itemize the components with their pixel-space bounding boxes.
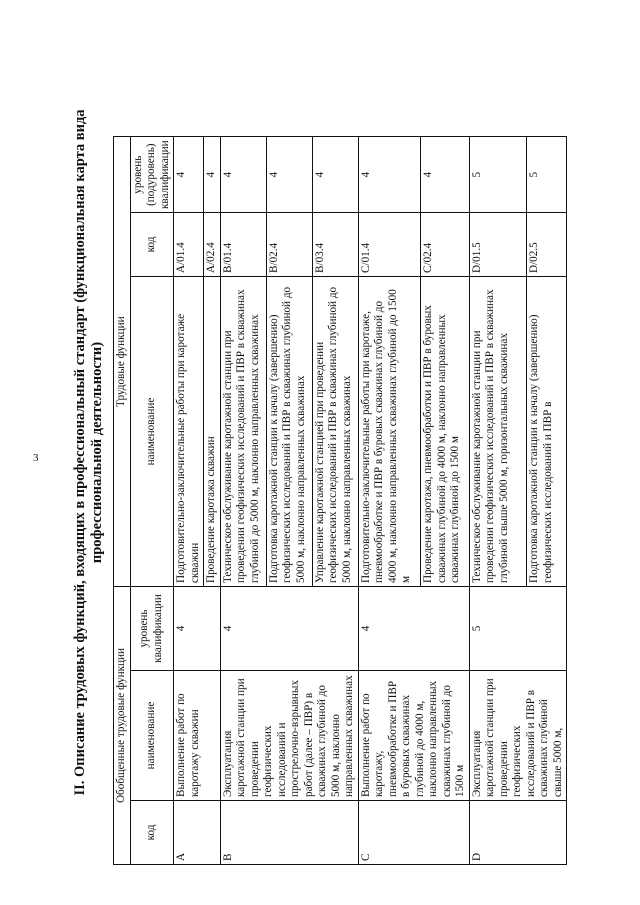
tf-code-column-header: код: [130, 213, 174, 277]
function-name: Подготовительно-заключительные работы при каротаже, пневмообработке и ПВР в буровых скважинах глубиной до 4000 м, наклонно направленных скважинах глубиной до 1500 м: [358, 277, 421, 587]
function-code: B/01.4: [220, 213, 266, 277]
function-name: Проведение каротажа скважин: [204, 277, 221, 587]
function-name: Управление каротажной станцией при проведении геофизических исследований и ПВР в скважинах глубиной до 5000 м, наклонно направленных скважинах: [312, 277, 358, 587]
group-name: Эксплуатация каротажной станции при проведении геофизических исследований и прострелочно-взрывных работ (далее – ПВР) в скважинах глубиной до 5000 м, наклонно направленных скважинах: [220, 671, 358, 801]
section-title: II. Описание трудовых функций, входящих в профессиональный стандарт (функциональная карта вида: [72, 109, 88, 796]
table-row: [174, 137, 204, 865]
group-level: 4: [174, 587, 221, 671]
function-name: Техническое обслуживание каротажной станции при проведении геофизических исследований и ПВР в скважинах глубиной свыше 5000 м, горизонтальных скважинах: [469, 277, 527, 587]
table-row: [469, 137, 527, 865]
function-level: 4: [312, 137, 358, 213]
function-name: Проведение каротажа, пневмообработки и ПВР в буровых скважинах глубиной до 4000 м, наклонно направленных скважинах глубиной до 1500 м: [421, 277, 469, 587]
function-name: Подготовка каротажной станции к началу (завершению) геофизических исследований и ПВР в скважинах глубиной до 5000 м, наклонно направленных скважинах: [266, 277, 312, 587]
function-code: C/01.4: [358, 213, 421, 277]
code-column-header: код: [130, 801, 174, 865]
function-code: D/02.5: [527, 213, 567, 277]
group-code: C: [358, 801, 469, 865]
tf-name-column-header: наименование: [130, 277, 174, 587]
group-level: 4: [358, 587, 469, 671]
name-column-header: наименование: [130, 671, 174, 801]
function-code: D/01.5: [469, 213, 527, 277]
group-code: A: [174, 801, 221, 865]
function-level: 4: [220, 137, 266, 213]
function-level: 4: [358, 137, 421, 213]
table-row: [220, 137, 266, 865]
section-title-continued: профессиональной деятельности): [89, 341, 105, 564]
group-name: Выполнение работ по каротажу, пневмообработке и ПВР в буровых скважинах глубиной до 4000 м, наклонно направленных скважинах глубиной до 1500 м: [358, 671, 469, 801]
function-code: A/01.4: [174, 213, 204, 277]
function-level: 4: [421, 137, 469, 213]
group-level: 4: [220, 587, 358, 671]
table-row: [358, 137, 421, 865]
function-code: C/02.4: [421, 213, 469, 277]
labor-functions-header: Трудовые функции: [114, 137, 131, 587]
level-column-header: уровень квалификации: [130, 587, 174, 671]
sublevel-column-header: уровень (подуровень) квалификации: [130, 137, 174, 213]
function-level: 4: [204, 137, 221, 213]
function-level: 4: [174, 137, 204, 213]
group-code: D: [469, 801, 567, 865]
page-number: 3: [33, 452, 39, 464]
group-name: Выполнение работ по каротажу скважин: [174, 671, 221, 801]
function-name: Подготовка каротажной станции к началу (завершению) геофизических исследований и ПВР в: [527, 277, 567, 587]
table-subheader-row: [130, 137, 174, 865]
function-level: 5: [527, 137, 567, 213]
function-level: 5: [469, 137, 527, 213]
labor-functions-table: [113, 136, 567, 865]
function-name: Подготовительно-заключительные работы при каротаже скважин: [174, 277, 204, 587]
table-header-row: [114, 137, 131, 865]
function-code: A/02.4: [204, 213, 221, 277]
function-name: Техническое обслуживание каротажной станции при проведении геофизических исследований и ПВР в скважинах глубиной до 5000 м, наклонно направленных скважинах: [220, 277, 266, 587]
generalized-functions-header: Обобщенные трудовые функции: [114, 587, 131, 865]
function-code: B/03.4: [312, 213, 358, 277]
function-code: B/02.4: [266, 213, 312, 277]
function-level: 4: [266, 137, 312, 213]
group-level: 5: [469, 587, 567, 671]
group-name: Эксплуатация каротажной станции при проведении геофизических исследований и ПВР в скважинах глубиной свыше 5000 м,: [469, 671, 567, 801]
group-code: B: [220, 801, 358, 865]
